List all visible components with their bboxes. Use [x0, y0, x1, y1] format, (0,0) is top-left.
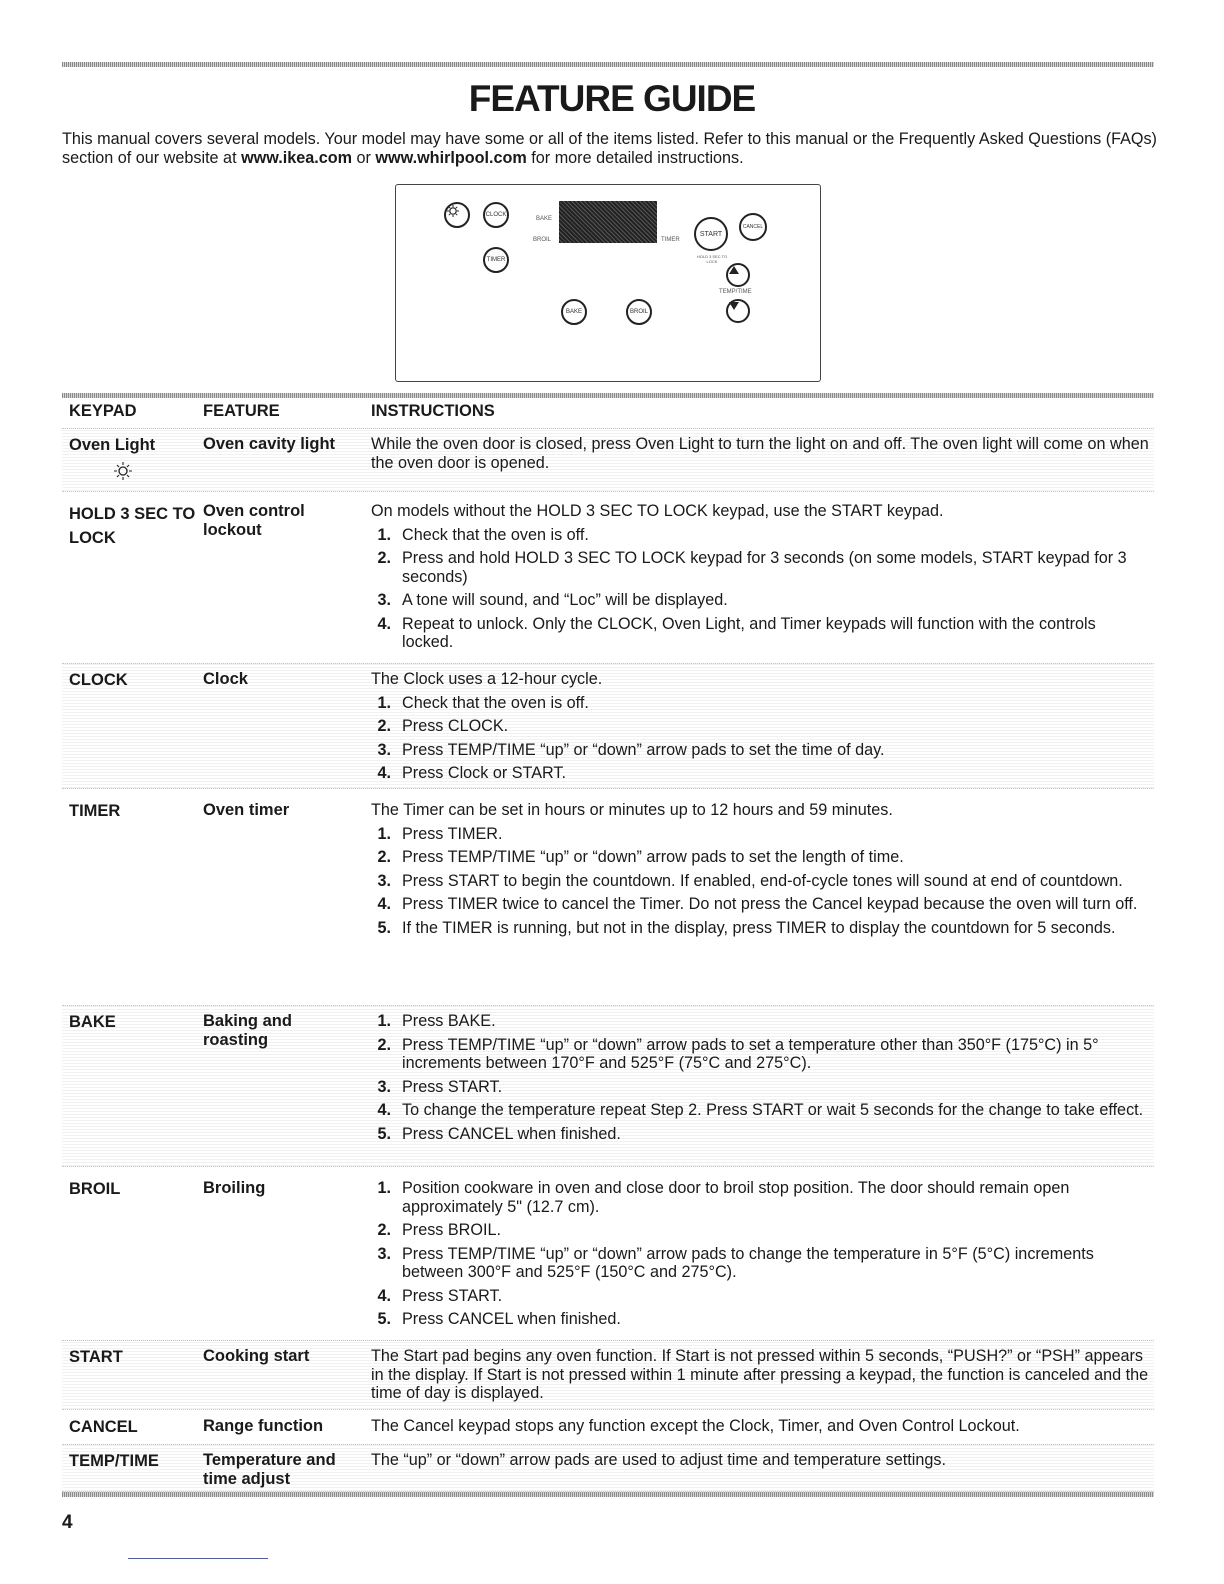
feature-cell: Broiling — [203, 1179, 266, 1197]
digital-display — [559, 201, 657, 243]
clock-button-label: CLOCK — [485, 212, 507, 218]
instruction-lead: The Start pad begins any oven function. If Start is not pressed within 5 seconds, “PUSH?” or “PSH” appears in the display. If Start is not pressed within 1 minute after pressing a keypad, the function is canceled and the time of day is displayed. — [371, 1347, 1149, 1402]
instruction-step: 3. Press TEMP/TIME “up” or “down” arrow pads to set the time of day. — [377, 740, 885, 759]
instruction-lead: On models without the HOLD 3 SEC TO LOCK keypad, use the START keypad. — [371, 502, 944, 520]
instruction-step: 2. Press TEMP/TIME “up” or “down” arrow pads to set a temperature other than 350°F (175°C) in 5° increments between 170°F and 525°F (75°C and 275°C). — [377, 1035, 1099, 1072]
hyperlink-underline — [128, 1558, 268, 1559]
intro-text-2: or — [352, 148, 376, 167]
instruction-step: 1. Press BAKE. — [377, 1012, 496, 1030]
instruction-lead: The Cancel keypad stops any function except the Clock, Timer, and Oven Control Lockout. — [371, 1417, 1020, 1435]
instruction-step: 4. Press START. — [377, 1286, 503, 1305]
instruction-step: 3. A tone will sound, and “Loc” will be displayed. — [377, 591, 728, 609]
keypad-cell: CANCEL — [69, 1418, 138, 1436]
whirlpool-website: www.whirlpool.com — [375, 148, 527, 167]
instruction-lead: The “up” or “down” arrow pads are used to adjust time and temperature settings. — [371, 1451, 946, 1469]
cancel-button — [739, 213, 767, 241]
instructions-cell — [371, 502, 1151, 652]
instructions-cell — [371, 801, 1151, 937]
instruction-step: 3. Press START. — [377, 1077, 503, 1096]
keypad-cell: START — [69, 1348, 123, 1366]
instruction-step: 2. Press BROIL. — [377, 1221, 501, 1239]
table-row-broil — [62, 1173, 1154, 1335]
keypad-cell: TIMER — [69, 802, 121, 820]
keypad-cell: TEMP/TIME — [69, 1452, 159, 1470]
table-row-bake — [62, 1005, 1154, 1167]
oven-light-icon — [112, 459, 134, 481]
instructions-cell — [371, 670, 1151, 783]
instruction-step: 4. Repeat to unlock. Only the CLOCK, Oven Light, and Timer keypads will function with the controls locked. — [377, 614, 1096, 651]
timer-button-label: TIMER — [486, 257, 506, 263]
bake-button — [561, 299, 587, 325]
table-row-start — [62, 1340, 1154, 1410]
feature-cell: Cooking start — [203, 1347, 310, 1365]
instruction-step: 3. Press TEMP/TIME “up” or “down” arrow pads to change the temperature in 5°F (5°C) increments between 300°F and 525°F (150°C and 275°C). — [377, 1244, 1094, 1281]
bottom-rule — [62, 1492, 1154, 1497]
start-button — [694, 217, 728, 251]
table-row-oven-light — [62, 428, 1154, 492]
page-title: FEATURE GUIDE — [468, 78, 756, 119]
keypad-cell: Oven Light — [69, 436, 156, 454]
feature-cell: Oven control lockout — [203, 502, 305, 539]
broil-button — [626, 299, 652, 325]
instruction-step: 1. Press TIMER. — [377, 824, 503, 843]
keypad-cell: CLOCK — [69, 671, 128, 689]
temp-up-button — [726, 263, 750, 287]
table-row-cancel — [62, 1411, 1154, 1441]
broil-button-label: BROIL — [629, 309, 648, 315]
hold-lock-label: HOLD 3 SEC TO LOCK — [696, 254, 728, 264]
table-row-timer — [62, 795, 1154, 1003]
instruction-step: 5. Press CANCEL when finished. — [377, 1124, 621, 1143]
instructions-cell — [371, 1451, 1151, 1470]
start-button-label: START — [699, 230, 723, 238]
instructions-cell — [371, 435, 1151, 472]
feature-cell: Baking and roasting — [203, 1012, 292, 1049]
instruction-step: 2. Press and hold HOLD 3 SEC TO LOCK keypad for 3 seconds (on some models, START keypad for 3 seconds) — [377, 549, 1127, 586]
header-instructions: INSTRUCTIONS — [371, 402, 495, 420]
feature-cell: Temperature and time adjust — [203, 1451, 336, 1488]
instructions-cell — [371, 1417, 1151, 1436]
instruction-lead: The Clock uses a 12-hour cycle. — [371, 670, 603, 688]
bake-indicator-label: BAKE — [536, 216, 553, 222]
instruction-step: 1. Check that the oven is off. — [377, 525, 589, 544]
clock-button — [483, 202, 509, 228]
timer-button — [483, 247, 509, 273]
control-panel-illustration — [395, 184, 821, 382]
instruction-lead: While the oven door is closed, press Oven Light to turn the light on and off. The oven light will come on when the oven door is opened. — [371, 435, 1149, 472]
table-top-rule — [62, 393, 1154, 398]
feature-cell: Oven timer — [203, 801, 290, 819]
instruction-step: 2. Press CLOCK. — [377, 717, 509, 735]
feature-cell: Clock — [203, 670, 248, 688]
instruction-lead: The Timer can be set in hours or minutes up to 12 hours and 59 minutes. — [371, 801, 893, 819]
page-number: 4 — [62, 1512, 73, 1533]
header-feature: FEATURE — [203, 402, 280, 420]
keypad-cell: HOLD 3 SEC TO LOCK — [69, 505, 196, 547]
down-arrow-icon — [728, 301, 740, 311]
timer-indicator-label: TIMER — [661, 237, 680, 243]
oven-light-button — [444, 202, 470, 228]
instruction-step: 1. Position cookware in oven and close door to broil stop position. The door should remain open approximately 5" (12.7 cm). — [377, 1179, 1070, 1216]
instructions-cell — [371, 1347, 1151, 1403]
ikea-website: www.ikea.com — [241, 148, 353, 167]
temp-time-label: TEMP/TIME — [719, 289, 752, 295]
table-row-clock — [62, 663, 1154, 789]
feature-cell: Oven cavity light — [203, 435, 336, 453]
bake-button-label: BAKE — [565, 309, 582, 315]
instruction-step: 2. Press TEMP/TIME “up” or “down” arrow pads to set the length of time. — [377, 848, 904, 866]
top-rule — [62, 62, 1154, 67]
instruction-step: 4. Press Clock or START. — [377, 764, 567, 782]
keypad-cell: BROIL — [69, 1180, 121, 1198]
instruction-step: 1. Check that the oven is off. — [377, 693, 589, 712]
oven-light-icon — [446, 204, 460, 218]
intro-text-3: for more detailed instructions. — [526, 148, 744, 167]
header-keypad: KEYPAD — [69, 402, 137, 420]
temp-down-button — [726, 299, 750, 323]
intro-text-1: This manual covers several models. Your model may have some or all of the items listed. Refer to this manual or the Frequently Asked Questions (FAQs) section of our website at — [62, 130, 1157, 167]
feature-cell: Range function — [203, 1417, 324, 1435]
instruction-step: 3. Press START to begin the countdown. If enabled, end-of-cycle tones will sound at end of countdown. — [377, 871, 1123, 890]
intro-paragraph — [62, 130, 1162, 167]
instructions-cell — [371, 1174, 1151, 1329]
instruction-step: 5. If the TIMER is running, but not in the display, press TIMER to display the countdown for 5 seconds. — [377, 918, 1116, 937]
instruction-step: 5. Press CANCEL when finished. — [377, 1310, 621, 1328]
instructions-cell — [371, 1007, 1151, 1143]
instruction-step: 4. Press TIMER twice to cancel the Timer. Do not press the Cancel keypad because the oven will turn off. — [377, 895, 1138, 913]
instruction-step: 4. To change the temperature repeat Step 2. Press START or wait 5 seconds for the change to take effect. — [377, 1101, 1144, 1119]
table-row-temp-time — [62, 1444, 1154, 1492]
table-row-lock — [62, 496, 1154, 661]
cancel-button-label: CANCEL — [742, 224, 764, 230]
broil-indicator-label: BROIL — [533, 237, 552, 243]
up-arrow-icon — [728, 265, 740, 275]
keypad-cell: BAKE — [69, 1013, 116, 1031]
